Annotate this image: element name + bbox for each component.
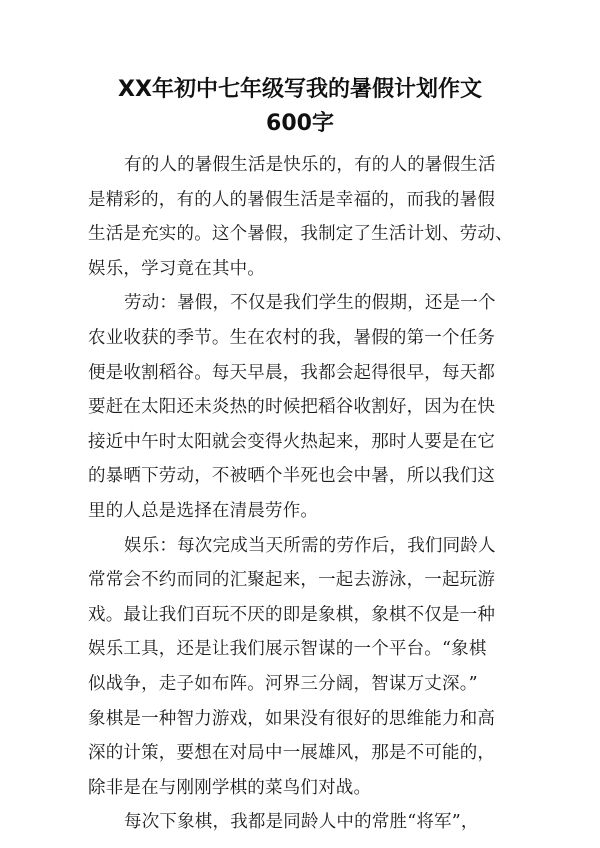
text-line: 深的计策，要想在对局中一展雄风，那是不可能的， <box>88 743 496 764</box>
text-line: 生活是充实的。这个暑假，我制定了生活计划、劳动、 <box>88 224 513 245</box>
text-line: 里的人总是选择在清晨劳作。 <box>88 500 319 521</box>
text-line: 接近中午时太阳就会变得火热起来，那时人要是在它 <box>88 431 496 452</box>
text-line: 是精彩的，有的人的暑假生活是幸福的，而我的暑假 <box>88 189 496 210</box>
text-line: 便是收割稻谷。每天早晨，我都会起得很早，每天都 <box>88 362 496 383</box>
text-line: 除非是在与刚刚学棋的菜鸟们对战。 <box>88 777 372 798</box>
document-title-line2: 600字 <box>266 111 334 136</box>
text-line: 每次下象棋，我都是同龄人中的常胜“将军”， <box>124 812 479 833</box>
text-line: 戏。最让我们百玩不厌的即是象棋，象棋不仅是一种 <box>88 604 496 625</box>
text-line: 似战争，走子如布阵。河界三分阔，智谋万丈深。” <box>88 673 478 694</box>
text-line: 常常会不约而同的汇聚起来，一起去游泳，一起玩游 <box>88 570 496 591</box>
text-line: 象棋是一种智力游戏，如果没有很好的思维能力和高 <box>88 708 496 729</box>
text-line: 有的人的暑假生活是快乐的，有的人的暑假生活 <box>124 155 496 175</box>
text-line: 娱乐：每次完成当天所需的劳作后，我们同龄人 <box>124 535 496 556</box>
text-line: 要赶在太阳还未炎热的时候把稻谷收割好，因为在快 <box>88 397 496 418</box>
text-line: 农业收获的季节。生在农村的我，暑假的第一个任务 <box>88 327 496 348</box>
text-line: 劳动：暑假，不仅是我们学生的假期，还是一个 <box>124 293 496 314</box>
text-line: 娱乐工具，还是让我们展示智谋的一个平台。“象棋 <box>88 639 487 660</box>
document-body <box>88 148 528 840</box>
text-line: 的暴晒下劳动，不被晒个半死也会中暑，所以我们这 <box>88 466 496 487</box>
document-title-line1: XX年初中七年级写我的暑假计划作文 <box>118 77 482 102</box>
text-line: 娱乐，学习竟在其中。 <box>88 258 265 279</box>
